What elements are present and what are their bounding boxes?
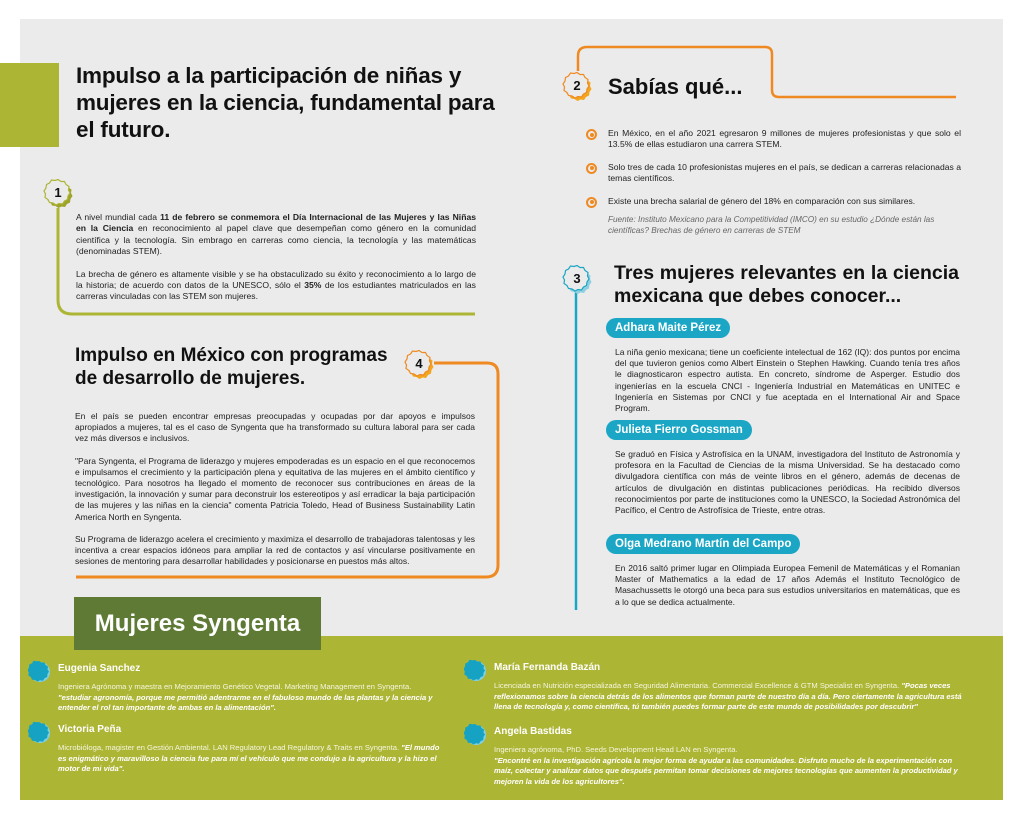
person-description: Licenciada en Nutrición especializada en Seguridad Alimentaria. Commercial Excellence & GTM Specialist en Syngenta. "Pocas veces reflexionamos sobre la ciencia detrás de los alimentos que forman parte de nuestro día a día. Pero ciertamente la agricultura está llena de tecnología y, como científica, tú también puedes formar parte de este mundo de posibilidades por descubrir" [494, 681, 962, 712]
teal-blob-icon [464, 659, 486, 681]
section-4-paragraph: En el país se pueden encontrar empresas preocupadas y ocupadas por dar apoyos e impulsos apropiados a mujeres, tal es el caso de Syngenta que ha transformado su cultura laboral para ser cada vez más diversos e inclusivos. [75, 411, 475, 444]
title-accent-block [0, 63, 59, 147]
facts-list [586, 128, 961, 218]
section-1-paragraph-2: La brecha de género es altamente visible y se ha obstaculizado su éxito y reconocimiento a lo largo de la historia; de acuerdo con datos de la UNESCO, sólo el 35% de los estudiantes matriculados en las carreras vinculadas con las STEM son mujeres. [76, 268, 476, 302]
section-4-text [75, 411, 475, 567]
section-2-badge [562, 71, 592, 101]
syngenta-title: Mujeres Syngenta [74, 597, 321, 650]
fact-item: Solo tres de cada 10 profesionistas mujeres en el país, se dedican a carreras relacionadas a temas científicos. [586, 162, 961, 185]
section-1-badge [43, 178, 73, 208]
page-title: Impulso a la participación de niñas y mujeres en la ciencia, fundamental para el futuro. [76, 63, 495, 142]
bullet-target-icon [586, 197, 597, 208]
scientist-bio: La niña genio mexicana; tiene un coeficiente intelectual de 162 (IQ): dos puntos por encima del que tuvieron genios como Albert Einstein o Stephen Hawking. Cuando tenía tres años le diagnosticaron espectro autista. En concreto, síndrome de Asperger. Estudio dos ingenierías en la escuela CNCI - Ingeniería Industrial en Matemáticas en UNITEC e Ingeniería en Sistemas por CNCI y fue aceptada en el International Air and Space Program. [615, 347, 960, 414]
section-4-quote: "Para Syngenta, el Programa de liderazgo y mujeres empoderadas es un espacio en el que reconocemos e impulsamos el crecimiento y la participación plena y equitativa de las mujeres en el ámbito científico y tecnológico. Para nosotros ha llegado el momento de reconocer sus contribuciones en áreas de la investigación, la innovación y sumar para deconstruir los estereotipos y así erradicar la baja participación de las mujeres y las niñas en la ciencia" comenta Patricia Toledo, Head of Business Sustainability Latin America North en Syngenta. [75, 455, 475, 522]
section-1-paragraph-1: A nivel mundial cada 11 de febrero se conmemora el Día Internacional de las Mujeres y las Niñas en la Ciencia en reconocimiento al papel clave que desempeñan como género en la comunidad científica y la tecnología. Sin embrago en carreras como ciencia, la tecnología y las matemáticas (denominadas STEM). [76, 212, 477, 257]
person-name: Victoria Peña [58, 724, 122, 735]
scientist-bio: En 2016 saltó primer lugar en Olimpiada Europea Femenil de Matemáticas y el Romanian Master of Mathematics a la edad de 17 años Además el Instituto Tecnológico de Masachussetts le otorgó una beca para sus estudios universitarios en matemáticas, que es a lo que se dedica actualmente. [615, 563, 960, 607]
section-1-text [76, 212, 476, 303]
badge-number: 1 [54, 185, 62, 200]
scientist-name-pill: Adhara Maite Pérez [606, 318, 730, 338]
bullet-target-icon [586, 129, 597, 140]
person-name: Eugenia Sanchez [58, 663, 141, 674]
bullet-target-icon [586, 163, 597, 174]
section-3-badge [562, 264, 592, 294]
teal-blob-icon [28, 721, 50, 743]
badge-number: 4 [415, 356, 423, 371]
scientist-name-pill: Julieta Fierro Gossman [606, 420, 752, 440]
person-name: Angela Bastidas [494, 726, 572, 737]
person-name: María Fernanda Bazán [494, 662, 601, 673]
person-description: Ingeniera agrónoma, PhD. Seeds Development Head LAN en Syngenta. "Encontré en la investigación agrícola la mejor forma de ayudar a las comunidades. Disfruto mucho de la experimentación con maíz, colectar y analizar datos que después permitan tomar decisiones de mejores tecnologías que aumenten la productividad y mejoren la vida de los agricultores". [494, 745, 958, 786]
person-description: Microbióloga, magister en Gestión Ambiental. LAN Regulatory Lead Regulatory & Traits en Syngenta. "El mundo es enigmático y maravilloso la ciencia fue para mí el vehículo que me condujo a la agricultura y la hizo el motor de mi vida". [58, 743, 440, 774]
source-note: Fuente: Instituto Mexicano para la Competitividad (IMCO) en su estudio ¿Dónde están las científicas? Brechas de género en carreras de STEM [608, 215, 935, 235]
scientist-bio: Se graduó en Física y Astrofísica en la UNAM, investigadora del Instituto de Astronomía y profesora en la Facultad de Ciencias de la misma Universidad. Se ha destacado como divulgadora científica con más de veinte libros en el género, además de decenas de artículos de divulgación en distintas publicaciones periódicas. Ha recibido diversos reconocimientos por parte de instituciones como la UNESCO, la Sociedad Astronómica del Pacífico, el Centro de Astrofísica de Trieste, entre otras. [615, 449, 960, 516]
scientist-name-pill: Olga Medrano Martín del Campo [606, 534, 800, 554]
teal-blob-icon [28, 660, 50, 682]
section-4-title: Impulso en México con programas de desarrollo de mujeres. [75, 345, 388, 389]
fact-item: En México, en el año 2021 egresaron 9 millones de mujeres profesionistas y que solo el 13.5% de ellas estudiaron una carrera STEM. [586, 128, 961, 151]
badge-number: 3 [573, 271, 581, 286]
fact-item: Existe una brecha salarial de género del 18% en comparación con sus similares. [586, 196, 961, 207]
section-2-title: Sabías qué... [608, 74, 743, 99]
person-description: Ingeniera Agrónoma y maestra en Mejoramiento Genético Vegetal. Marketing Management en Syngenta. "estudiar agronomía, porque me permitió adentrarme en el fabuloso mundo de las plantas y la ciencia y entender el rol tan importante de ambas en la alimentación". [58, 682, 433, 713]
section-3-title: Tres mujeres relevantes en la ciencia mexicana que debes conocer... [614, 262, 959, 307]
section-4-badge [404, 349, 434, 379]
teal-blob-icon [464, 723, 486, 745]
section-4-paragraph: Su Programa de liderazgo acelera el crecimiento y maximiza el desarrollo de trabajadoras talentosas y les incentiva a crear espacios idóneos para ampliar la red de contactos y así vincularse positivamente en sesiones de mentoring para desarrollar habilidades y posicionarse en puestos más altos. [75, 533, 475, 567]
badge-number: 2 [573, 78, 581, 93]
